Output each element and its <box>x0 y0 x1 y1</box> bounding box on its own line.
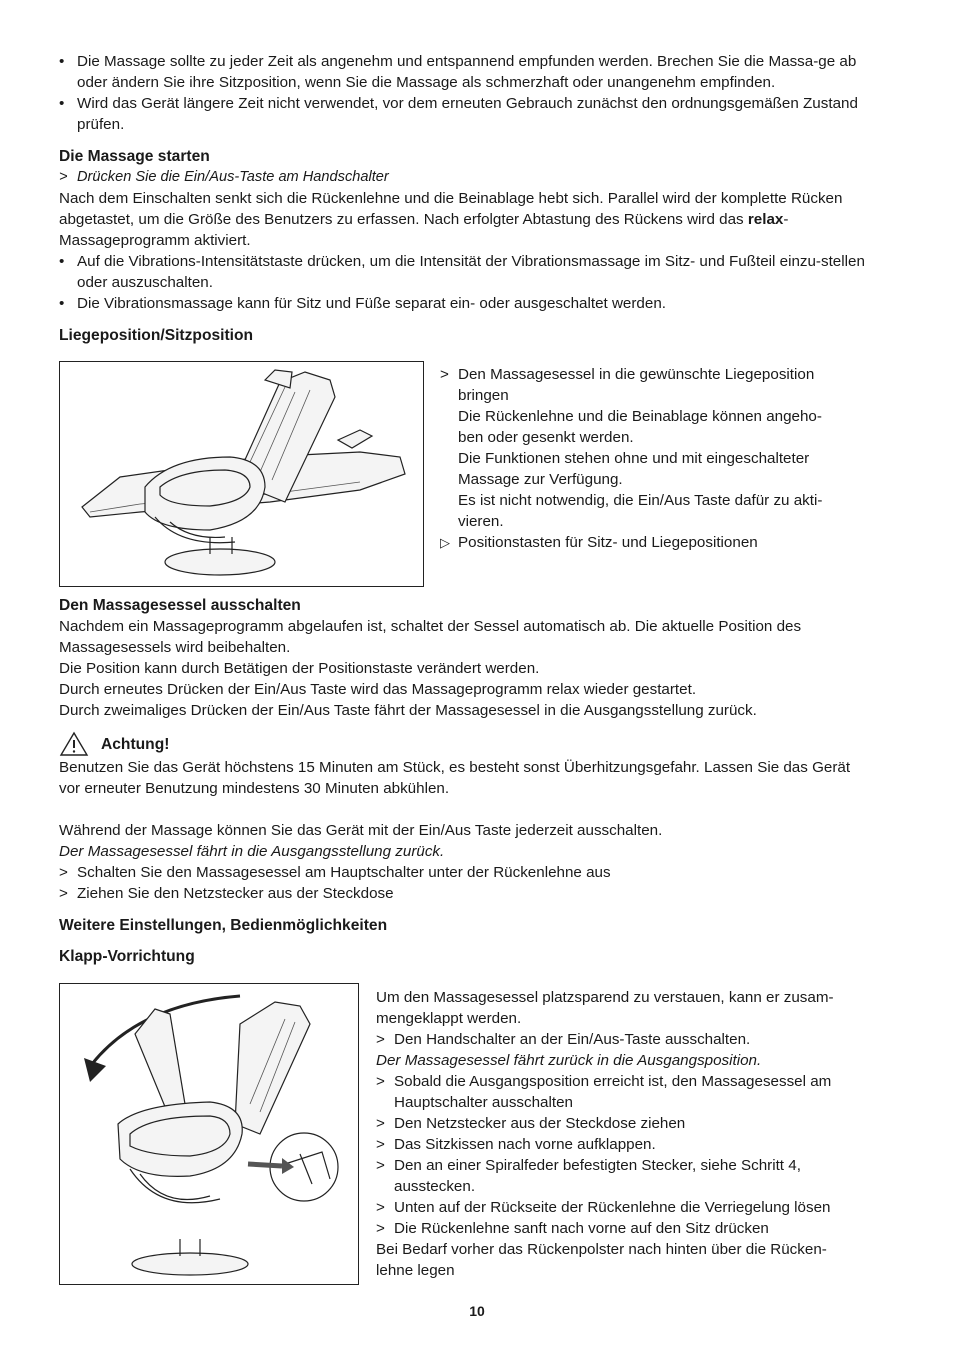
liege-instructions <box>440 364 846 553</box>
start-bullet-2: • Die Vibrationsmassage kann für Sitz und Füße separat ein- oder ausgeschaltet werden. <box>59 293 865 314</box>
klapp-step-4 <box>376 1134 860 1155</box>
recline-chair-illustration <box>60 362 423 586</box>
step-marker: > <box>59 864 68 881</box>
klapp-step-6-text: Unten auf der Rückseite der Rückenlehne die Verriegelung lösen <box>394 1199 831 1216</box>
klapp-intro: Um den Massagesessel platzsparend zu verstauen, kann er zusam-mengeklappt werden. <box>376 989 834 1027</box>
start-paragraph-a: Nach dem Einschalten senkt sich die Rückenlehne und die Beinablage hebt sich. Parallel wird der komplette Rücken abgetastet, um die Größe des Benutzers zu erfassen. Nach erfolgter Abtastung des Rückens wird das <box>59 190 843 228</box>
klapp-step-7 <box>376 1218 860 1239</box>
start-bullet-1: • Auf die Vibrations-Intensitätstaste drücken, um die Intensität der Vibrationsmassage im Sitz- und Fußteil einzu-stellen oder auszuschalten. <box>59 251 865 293</box>
liege-step-2 <box>440 532 846 553</box>
klapp-step-3-text: Den Netzstecker aus der Steckdose ziehen <box>394 1115 686 1132</box>
off-paragraph-2: Die Position kann durch Betätigen der Positionstaste verändert werden. <box>59 660 540 677</box>
liege-info-2: Die Funktionen stehen ohne und mit eingeschalteter Massage zur Verfügung. <box>458 450 810 488</box>
step-marker: > <box>59 885 68 902</box>
heading-liege: Liegeposition/Sitzposition <box>59 327 254 344</box>
off-paragraph-4: Durch zweimaliges Drücken der Ein/Aus Taste fährt der Massagesessel in die Ausgangsstellung zurück. <box>59 702 757 719</box>
klapp-step-2 <box>376 1071 860 1113</box>
warning-heading: Achtung! <box>101 735 170 753</box>
step-marker: > <box>376 1136 385 1153</box>
warning-text: Benutzen Sie das Gerät höchstens 15 Minuten am Stück, es besteht sonst Überhitzungsgefahr. Lassen Sie das Gerät vor erneuter Benutzung mindestens 30 Minuten abkühlen. <box>59 759 851 797</box>
klapp-step-5 <box>376 1155 860 1197</box>
step-marker: > <box>376 1115 385 1132</box>
start-step-text: Drücken Sie die Ein/Aus-Taste am Handschalter <box>77 169 389 185</box>
klapp-step-6 <box>376 1197 860 1218</box>
off-paragraph-1: Nachdem ein Massageprogramm abgelaufen ist, schaltet der Sessel automatisch ab. Die aktuelle Position des Massagesessels wird beibehalten. <box>59 618 802 656</box>
heading-klapp: Klapp-Vorrichtung <box>59 948 195 965</box>
klapp-instructions <box>376 987 860 1281</box>
warning-step-1-text: Schalten Sie den Massagesessel am Hauptschalter unter der Rückenlehne aus <box>77 864 611 881</box>
heading-start: Die Massage starten <box>59 148 210 165</box>
liege-info-3: Es ist nicht notwendig, die Ein/Aus Taste dafür zu akti-vieren. <box>458 492 823 530</box>
step-marker: > <box>440 366 449 383</box>
result-marker: ▷ <box>440 535 450 550</box>
klapp-step-7-text: Die Rückenlehne sanft nach vorne auf den Sitz drücken <box>394 1220 769 1237</box>
klapp-step-1 <box>376 1029 860 1050</box>
heading-off: Den Massagesessel ausschalten <box>59 597 301 614</box>
warning-paragraph-1: Während der Massage können Sie das Gerät mit der Ein/Aus Taste jederzeit ausschalten. <box>59 822 663 839</box>
klapp-step-5-text: Den an einer Spiralfeder befestigten Stecker, siehe Schritt 4, ausstecken. <box>394 1157 801 1195</box>
warning-step-2-text: Ziehen Sie den Netzstecker aus der Steckdose <box>77 885 394 902</box>
warning-step-1 <box>59 862 865 883</box>
intro-bullet-1: • Die Massage sollte zu jeder Zeit als angenehm und entspannend empfunden werden. Brechen Sie die Massa-ge ab oder ändern Sie ihre Sitzposition, wenn Sie die Massage als schmerzhaft oder unangenehm empfinden. <box>59 51 865 93</box>
heading-more: Weitere Einstellungen, Bedienmöglichkeiten <box>59 917 388 934</box>
klapp-step-3 <box>376 1113 860 1134</box>
step-marker: > <box>376 1199 385 1216</box>
page-number: 10 <box>469 1303 485 1319</box>
warning-step-2 <box>59 883 865 904</box>
liege-step-1 <box>440 364 846 406</box>
klapp-step-1-text: Den Handschalter an der Ein/Aus-Taste ausschalten. <box>394 1031 751 1048</box>
liege-step-1-text: Den Massagesessel in die gewünschte Liegeposition bringen <box>458 366 815 404</box>
step-marker: > <box>376 1220 385 1237</box>
liege-info-1: Die Rückenlehne und die Beinablage können angeho-ben oder gesenkt werden. <box>458 408 822 446</box>
start-paragraph-b: -Massageprogramm aktiviert. <box>59 211 789 249</box>
section-off <box>59 595 865 967</box>
start-paragraph-bold: relax <box>747 211 784 228</box>
figure-recline-chair <box>59 361 424 587</box>
step-marker: > <box>376 1073 385 1090</box>
intro-bullet-2: • Wird das Gerät längere Zeit nicht verwendet, vor dem erneuten Gebrauch zunächst den ordnungsgemäßen Zustand prüfen. <box>59 93 865 135</box>
start-paragraph <box>59 188 865 251</box>
klapp-step-2-text: Sobald die Ausgangsposition erreicht ist, den Massagesessel am Hauptschalter ausschalten <box>394 1073 832 1111</box>
klapp-step-4-text: Das Sitzkissen nach vorne aufklappen. <box>394 1136 656 1153</box>
liege-step-2-text: Positionstasten für Sitz- und Liegepositionen <box>458 534 758 551</box>
warning-paragraph-2: Der Massagesessel fährt in die Ausgangsstellung zurück. <box>59 843 445 860</box>
figure-fold-chair <box>59 983 359 1285</box>
warning-triangle-icon <box>59 731 89 757</box>
step-marker: > <box>376 1031 385 1048</box>
klapp-result-1: Der Massagesessel fährt zurück in die Ausgangsposition. <box>376 1052 762 1069</box>
step-marker: > <box>59 169 68 185</box>
warning-heading-row <box>59 731 865 757</box>
fold-chair-illustration <box>60 984 358 1284</box>
start-step <box>59 167 865 188</box>
klapp-outro: Bei Bedarf vorher das Rückenpolster nach hinten über die Rücken-lehne legen <box>376 1241 827 1279</box>
step-marker: > <box>376 1157 385 1174</box>
off-paragraph-3: Durch erneutes Drücken der Ein/Aus Taste wird das Massageprogramm relax wieder gestartet. <box>59 681 697 698</box>
page-content <box>59 51 865 346</box>
